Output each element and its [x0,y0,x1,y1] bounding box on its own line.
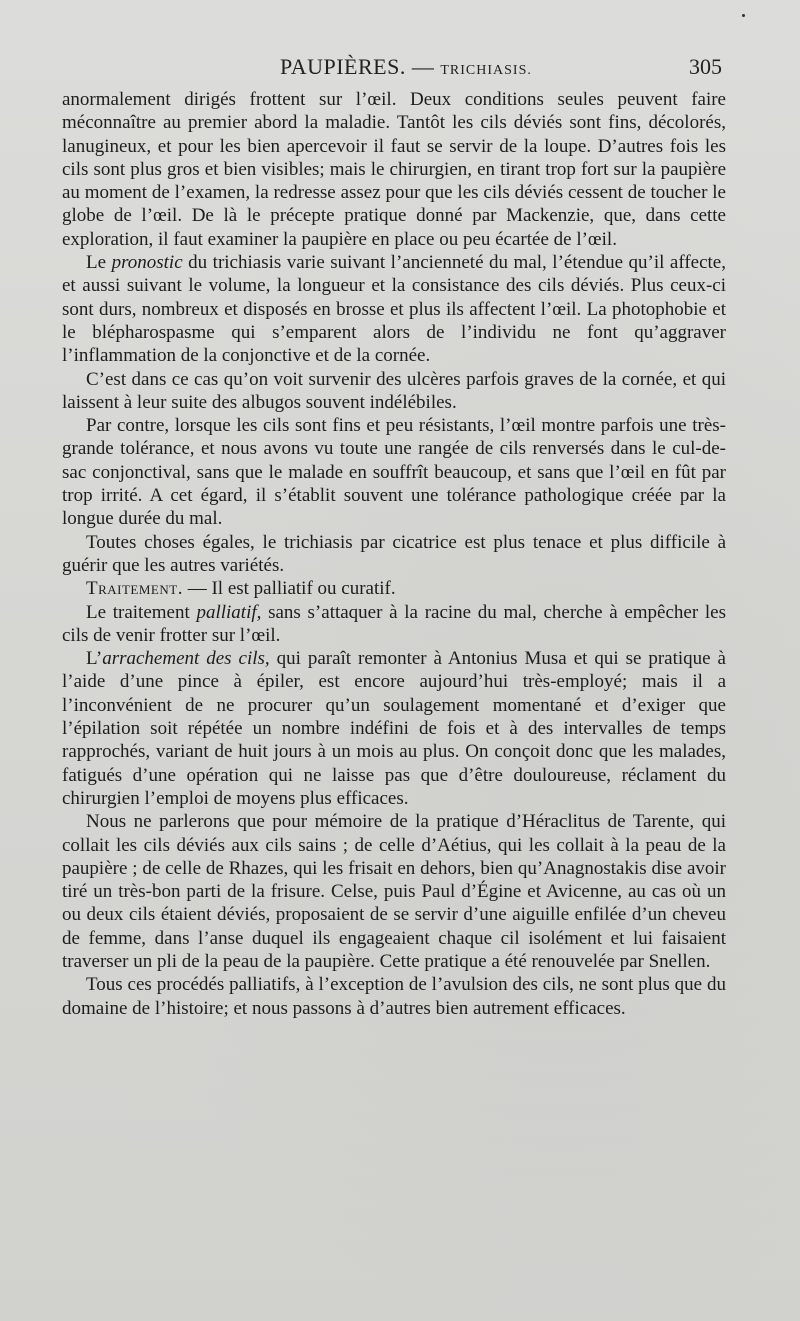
text-run: anormalement dirigés frottent sur l’œil. Deux conditions seules peuvent faire méconnaître au premier abord la maladie. Tantôt les cils déviés sont fins, décolorés, lanugineux, et pour les bien apercevoir il faut se servir de la loupe. D’autres fois les cils sont plus gros et bien visibles; mais le chirurgien, en tirant trop fort sur la paupière au moment de l’examen, la redresse assez pour que les cils déviés cessent de toucher le globe de l’œil. De là le précepte pratique donné par Mackenzie, que, dans cette exploration, il faut examiner la paupière en place ou peu écartée de l’œil. [62,89,726,250]
text-run: — Il est palliatif ou curatif. [182,578,396,600]
paragraph [62,251,726,367]
text-run: sans s’attaquer à la racine du mal, cherche à empêcher les cils de venir frotter sur l’œil. [62,601,726,646]
italic-term: pronostic [111,252,183,274]
page-header [0,52,800,82]
body-text [62,88,726,1020]
text-run: du trichiasis varie suivant l’ancienneté du mal, l’étendue qu’il affecte, et aussi suivant le volume, la longueur et la consistance des cils déviés. Plus ceux-ci sont durs, nombreux et disposés en brosse et plus ils affectent l’œil. La photophobie et le blépharospasme qui s’emparent alors de l’individu ne font qu’aggraver l’inflammation de la conjonctive et de la cornée. [62,252,726,367]
running-head [280,54,532,80]
ink-speck [742,14,745,17]
text-run: L’ [86,648,103,670]
paragraph [62,973,726,1020]
italic-term: palliatif, [196,601,262,623]
text-run: Le [86,252,112,274]
italic-term: arrachement des cils, [102,648,270,670]
text-run: C’est dans ce cas qu’on voit survenir des ulcères parfois graves de la cornée, et qui laissent à leur suite des albugos souvent indélébiles. [62,368,726,413]
text-run: Par contre, lorsque les cils sont fins et peu résistants, l’œil montre parfois une très-grande tolérance, et nous avons vu toute une rangée de cils renversés dans le cul-de-sac conjonctival, sans que le malade en souffrît beaucoup, et sans que l’œil en fût par trop irrité. A cet égard, il s’établit souvent une tolérance pathologique créée par la longue durée du mal. [62,415,726,530]
paragraph [62,368,726,415]
running-head-subtitle: TRICHIASIS. [440,63,532,78]
paragraph [62,647,726,810]
running-head-title: PAUPIÈRES. [280,54,406,79]
text-run: Le traitement [86,601,197,623]
running-head-dash: — [405,54,441,79]
paragraph [62,577,726,600]
text-run: Toutes choses égales, le trichiasis par cicatrice est plus tenace et plus difficile à guérir que les autres variétés. [62,531,726,576]
text-run: Nous ne parlerons que pour mémoire de la pratique d’Héraclitus de Tarente, qui collait les cils déviés aux cils sains ; de celle d’Aétius, qui les collait à la peau de la paupière ; de celle de Rhazes, qui les frisait en dehors, bien qu’Anagnostakis dise avoir tiré un très-bon parti de la frisure. Celse, puis Paul d’Égine et Avicenne, au cas où un ou deux cils étaient déviés, proposaient de se servir d’une aiguille enfilée d’un cheveu de femme, dans l’anse duquel ils engageaient chaque cil isolément et lui faisaient traverser un pli de la peau de la paupière. Cette pratique a été renouvelée par Snellen. [62,811,726,972]
paragraph [62,601,726,648]
paragraph [62,531,726,578]
paragraph [62,414,726,530]
page-number: 305 [689,54,722,79]
paragraph [62,810,726,973]
text-run: Tous ces procédés palliatifs, à l’exception de l’avulsion des cils, ne sont plus que du domaine de l’histoire; et nous passons à d’autres bien autrement efficaces. [62,974,726,1019]
text-run: qui paraît remonter à Antonius Musa et qui se pratique à l’aide d’une pince à épiler, est encore aujourd’hui très-employé; mais il a l’inconvénient de ne procurer qu’un soulagement momentané et d’exiger que l’épilation soit répétée un nombre indéfini de fois et à des intervalles de temps rapprochés, variant de huit jours à un mois au plus. On conçoit donc que les malades, fatigués d’une opération qui ne laisse pas que d’être douloureuse, réclament du chirurgien l’emploi de moyens plus efficaces. [62,648,726,809]
paragraph [62,88,726,251]
section-label: Traitement. [86,578,183,600]
